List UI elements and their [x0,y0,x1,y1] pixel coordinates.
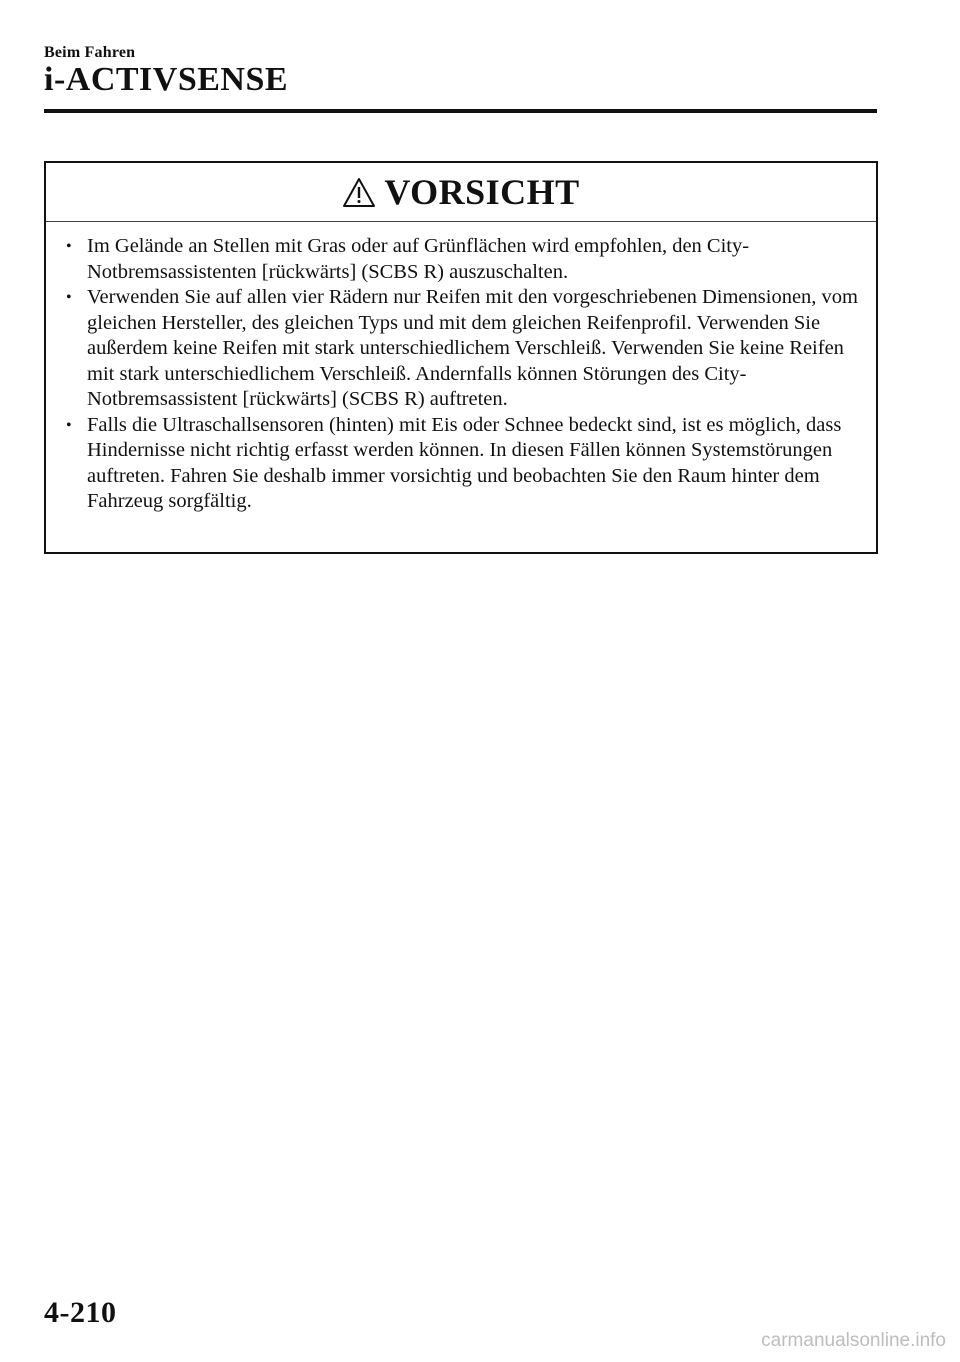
caution-item-text: Falls die Ultraschallsensoren (hinten) mit Eis oder Schnee bedeckt sind, ist es möglich, dass Hindernisse nicht richtig erfasst werden können. In diesen Fällen können Systemstörungen auftreten. Fahren Sie deshalb immer vorsichtig und beobachten Sie den Raum hinter dem Fahrzeug sorgfältig. [87,413,842,512]
caution-box [44,161,878,554]
caution-item-text: Im Gelände an Stellen mit Gras oder auf Grünflächen wird empfohlen, den City-Notbremsassistenten [rückwärts] (SCBS R) auszuschalten. [87,235,750,283]
bullet-glyph: • [66,289,72,306]
caution-header [46,163,876,222]
caution-item [66,413,866,515]
warning-triangle-icon [342,177,376,209]
chapter-title: i-ACTIVSENSE [44,61,289,98]
bullet-glyph: • [66,416,72,434]
bullet-glyph: • [66,238,72,255]
caution-title: VORSICHT [384,172,580,212]
caution-item [66,285,866,413]
header-rule [44,109,877,113]
caution-item-text: Verwenden Sie auf allen vier Rädern nur Reifen mit den vorgeschriebenen Dimensionen, vom gleichen Hersteller, des gleichen Typs und mit dem gleichen Reifenprofil. Verwenden Sie außerdem keine Reifen mit stark unterschiedlichem Verschleiß. Verwenden Sie keine Reifen mit stark unterschiedlichem Verschleiß. Andernfalls können Störungen des City-Notbremsassistent [rückwärts] (SCBS R) auftreten. [87,286,858,410]
caution-list [46,222,876,515]
watermark: carmanualsonline.info [761,1330,946,1351]
page-number: 4-210 [44,1296,117,1329]
section-label: Beim Fahren [44,44,136,61]
caution-item [66,234,866,285]
